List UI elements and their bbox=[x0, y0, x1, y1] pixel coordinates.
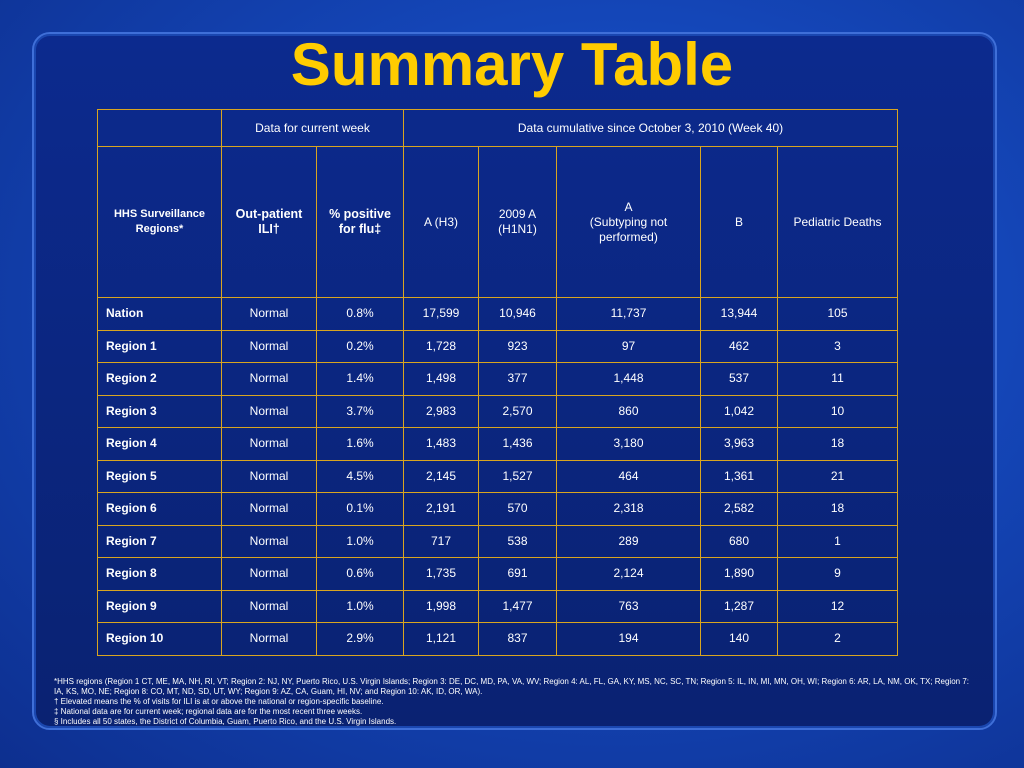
cell-h1n1: 1,527 bbox=[479, 460, 557, 493]
cell-pos: 1.0% bbox=[317, 525, 404, 558]
header-cumulative: Data cumulative since October 3, 2010 (Week 40) bbox=[404, 110, 898, 147]
cell-region: Region 5 bbox=[98, 460, 222, 493]
cell-deaths: 9 bbox=[778, 558, 898, 591]
cell-region: Nation bbox=[98, 298, 222, 331]
cell-ili: Normal bbox=[222, 460, 317, 493]
cell-ah3: 717 bbox=[404, 525, 479, 558]
cell-deaths: 21 bbox=[778, 460, 898, 493]
table-row bbox=[98, 460, 898, 493]
cell-deaths: 3 bbox=[778, 330, 898, 363]
cell-ah3: 2,145 bbox=[404, 460, 479, 493]
cell-deaths: 11 bbox=[778, 363, 898, 396]
cell-b: 2,582 bbox=[701, 493, 778, 526]
cell-h1n1: 377 bbox=[479, 363, 557, 396]
header-group-row bbox=[98, 110, 898, 147]
footnote-regions: *HHS regions (Region 1 CT, ME, MA, NH, RI, VT; Region 2: NJ, NY, Puerto Rico, U.S. Virgin Islands; Region 3: DE, DC, MD, PA, VA, WV; Region 4: AL, FL, GA, KY, MS, NC, SC, TN; Region 5: IL, IN, MI, MN, OH, WI; Region 6: AR, LA, NM, OK, TX; Region 7: IA, KS, MO, NE; Region 8: CO, MT, ND, SD, UT, WY; Region 9: AZ, CA, Guam, HI, NV; and Region 10: AK, ID, OR, WA). bbox=[54, 677, 969, 696]
cell-ah3: 2,191 bbox=[404, 493, 479, 526]
cell-deaths: 105 bbox=[778, 298, 898, 331]
cell-ah3: 2,983 bbox=[404, 395, 479, 428]
cell-pos: 0.8% bbox=[317, 298, 404, 331]
cell-region: Region 10 bbox=[98, 623, 222, 656]
cell-deaths: 18 bbox=[778, 428, 898, 461]
cell-ah3: 1,735 bbox=[404, 558, 479, 591]
cell-deaths: 1 bbox=[778, 525, 898, 558]
table-row bbox=[98, 395, 898, 428]
cell-region: Region 4 bbox=[98, 428, 222, 461]
cell-ili: Normal bbox=[222, 395, 317, 428]
cell-b: 680 bbox=[701, 525, 778, 558]
cell-pos: 3.7% bbox=[317, 395, 404, 428]
footnote-elevated: † Elevated means the % of visits for ILI is at or above the national or region-specific baseline. bbox=[54, 697, 384, 706]
cell-b: 537 bbox=[701, 363, 778, 396]
cell-b: 1,042 bbox=[701, 395, 778, 428]
footnote-national: ‡ National data are for current week; regional data are for the most recent three weeks. bbox=[54, 707, 363, 716]
cell-b: 140 bbox=[701, 623, 778, 656]
cell-a: 289 bbox=[557, 525, 701, 558]
header-2009a: 2009 A (H1N1) bbox=[479, 147, 557, 298]
cell-pos: 1.4% bbox=[317, 363, 404, 396]
cell-h1n1: 538 bbox=[479, 525, 557, 558]
table-row bbox=[98, 298, 898, 331]
cell-a: 1,448 bbox=[557, 363, 701, 396]
cell-region: Region 6 bbox=[98, 493, 222, 526]
cell-a: 194 bbox=[557, 623, 701, 656]
cell-b: 1,361 bbox=[701, 460, 778, 493]
cell-deaths: 10 bbox=[778, 395, 898, 428]
footnotes bbox=[54, 677, 974, 727]
cell-a: 2,318 bbox=[557, 493, 701, 526]
header-ah3: A (H3) bbox=[404, 147, 479, 298]
header-a-line2: (Subtyping not performed) bbox=[589, 214, 668, 244]
cell-ili: Normal bbox=[222, 330, 317, 363]
header-region: HHS Surveillance Regions* bbox=[98, 147, 222, 298]
header-b: B bbox=[701, 147, 778, 298]
cell-b: 3,963 bbox=[701, 428, 778, 461]
cell-region: Region 9 bbox=[98, 590, 222, 623]
cell-pos: 0.2% bbox=[317, 330, 404, 363]
header-a-unsubtyped bbox=[557, 147, 701, 298]
slide-title: Summary Table bbox=[290, 31, 734, 98]
cell-h1n1: 1,477 bbox=[479, 590, 557, 623]
cell-b: 13,944 bbox=[701, 298, 778, 331]
cell-region: Region 3 bbox=[98, 395, 222, 428]
table-row bbox=[98, 558, 898, 591]
header-blank-cell bbox=[98, 110, 222, 147]
cell-region: Region 8 bbox=[98, 558, 222, 591]
cell-h1n1: 570 bbox=[479, 493, 557, 526]
table-row bbox=[98, 623, 898, 656]
table-body bbox=[98, 298, 898, 656]
cell-h1n1: 837 bbox=[479, 623, 557, 656]
cell-deaths: 12 bbox=[778, 590, 898, 623]
cell-ili: Normal bbox=[222, 525, 317, 558]
cell-region: Region 7 bbox=[98, 525, 222, 558]
header-a-line1: A bbox=[624, 199, 633, 214]
cell-pos: 1.0% bbox=[317, 590, 404, 623]
cell-ah3: 1,498 bbox=[404, 363, 479, 396]
cell-region: Region 2 bbox=[98, 363, 222, 396]
cell-pos: 0.1% bbox=[317, 493, 404, 526]
cell-ah3: 17,599 bbox=[404, 298, 479, 331]
table-row bbox=[98, 493, 898, 526]
cell-ili: Normal bbox=[222, 623, 317, 656]
cell-a: 464 bbox=[557, 460, 701, 493]
cell-a: 11,737 bbox=[557, 298, 701, 331]
cell-ili: Normal bbox=[222, 558, 317, 591]
cell-b: 1,890 bbox=[701, 558, 778, 591]
cell-ah3: 1,121 bbox=[404, 623, 479, 656]
cell-h1n1: 1,436 bbox=[479, 428, 557, 461]
cell-ili: Normal bbox=[222, 428, 317, 461]
header-deaths: Pediatric Deaths bbox=[778, 147, 898, 298]
cell-pos: 0.6% bbox=[317, 558, 404, 591]
header-current-week: Data for current week bbox=[222, 110, 404, 147]
table-row bbox=[98, 590, 898, 623]
cell-pos: 4.5% bbox=[317, 460, 404, 493]
cell-a: 2,124 bbox=[557, 558, 701, 591]
header-columns-row bbox=[98, 147, 898, 298]
table-row bbox=[98, 363, 898, 396]
cell-ah3: 1,483 bbox=[404, 428, 479, 461]
header-ili: Out-patient ILI† bbox=[222, 147, 317, 298]
footnote-includes: § Includes all 50 states, the District of Columbia, Guam, Puerto Rico, and the U.S. Virgin Islands. bbox=[54, 717, 397, 726]
header-positive: % positive for flu‡ bbox=[317, 147, 404, 298]
table-row bbox=[98, 428, 898, 461]
cell-ili: Normal bbox=[222, 493, 317, 526]
cell-ili: Normal bbox=[222, 363, 317, 396]
cell-b: 462 bbox=[701, 330, 778, 363]
cell-b: 1,287 bbox=[701, 590, 778, 623]
cell-ah3: 1,728 bbox=[404, 330, 479, 363]
table-row bbox=[98, 330, 898, 363]
cell-h1n1: 923 bbox=[479, 330, 557, 363]
cell-ah3: 1,998 bbox=[404, 590, 479, 623]
cell-region: Region 1 bbox=[98, 330, 222, 363]
cell-ili: Normal bbox=[222, 590, 317, 623]
cell-h1n1: 691 bbox=[479, 558, 557, 591]
cell-a: 860 bbox=[557, 395, 701, 428]
cell-h1n1: 2,570 bbox=[479, 395, 557, 428]
cell-ili: Normal bbox=[222, 298, 317, 331]
summary-table bbox=[97, 109, 898, 656]
cell-a: 97 bbox=[557, 330, 701, 363]
table-row bbox=[98, 525, 898, 558]
cell-pos: 2.9% bbox=[317, 623, 404, 656]
cell-deaths: 2 bbox=[778, 623, 898, 656]
cell-h1n1: 10,946 bbox=[479, 298, 557, 331]
cell-a: 763 bbox=[557, 590, 701, 623]
cell-pos: 1.6% bbox=[317, 428, 404, 461]
cell-a: 3,180 bbox=[557, 428, 701, 461]
cell-deaths: 18 bbox=[778, 493, 898, 526]
